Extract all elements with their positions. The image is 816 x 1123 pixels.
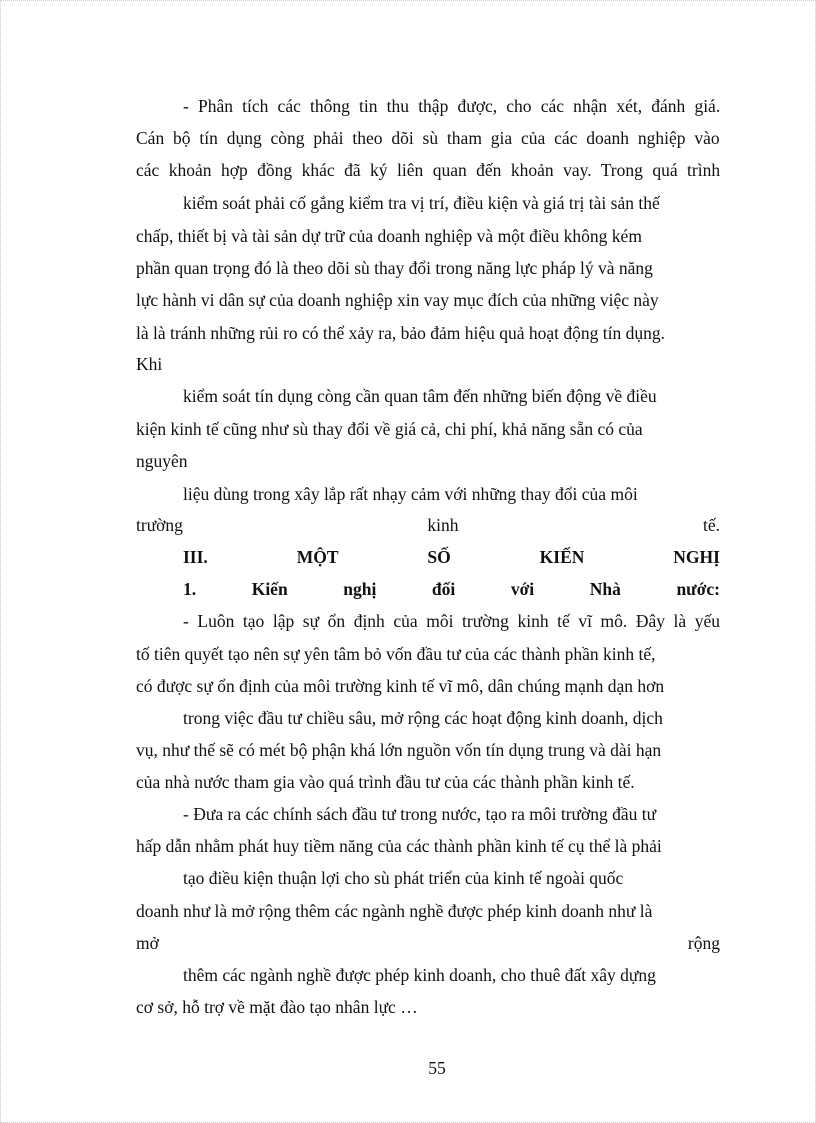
text-line: chấp, thiết bị và tài sản dự trữ của doanh nghiệp và một điều không kém bbox=[136, 226, 642, 246]
section-heading: III. MỘT SỐ KIẾN NGHỊ bbox=[183, 547, 720, 567]
text-line: - Luôn tạo lập sự ổn định của môi trường kinh tế vĩ mô. Đây là yếu bbox=[183, 611, 721, 631]
text-line: tố tiên quyết tạo nên sự yên tâm bỏ vốn đầu tư của các thành phần kinh tế, bbox=[136, 644, 656, 664]
text-line: mở rộng bbox=[136, 933, 720, 953]
text-line: là là tránh những rủi ro có thể xảy ra, bảo đảm hiệu quả hoạt động tín dụng. bbox=[136, 323, 665, 343]
subsection-heading: 1. Kiến nghị đối với Nhà nước: bbox=[183, 579, 720, 599]
text-line: tạo điều kiện thuận lợi cho sù phát triển của kinh tế ngoài quốc bbox=[183, 868, 624, 888]
text-line: Cán bộ tín dụng còng phải theo dõi sù tham gia của các doanh nghiệp vào bbox=[136, 128, 720, 148]
text-line: Khi bbox=[136, 354, 163, 374]
text-line: doanh như là mở rộng thêm các ngành nghề được phép kinh doanh như là bbox=[136, 901, 653, 921]
text-line: trường kinh tế. bbox=[136, 515, 720, 535]
text-line: - Đưa ra các chính sách đầu tư trong nước, tạo ra môi trường đầu tư bbox=[183, 804, 657, 824]
text-line: các khoản hợp đồng khác đã ký liên quan đến khoản vay. Trong quá trình bbox=[136, 160, 721, 180]
text-line: vụ, như thế sẽ có mét bộ phận khá lớn nguồn vốn tín dụng trung và dài hạn bbox=[136, 740, 662, 760]
text-line: có được sự ổn định của môi trường kinh tế vĩ mô, dân chúng mạnh dạn hơn bbox=[136, 676, 665, 696]
text-line: thêm các ngành nghề được phép kinh doanh, cho thuê đất xây dựng bbox=[183, 965, 656, 985]
text-line: liệu dùng trong xây lắp rất nhạy cảm với những thay đổi của môi bbox=[183, 484, 638, 504]
text-line: kiểm soát tín dụng còng cần quan tâm đến những biến động về điều bbox=[183, 386, 657, 406]
text-line: phần quan trọng đó là theo dõi sù thay đổi trong năng lực pháp lý và năng bbox=[136, 258, 653, 278]
text-line: kiện kinh tế cũng như sù thay đổi về giá cả, chi phí, khả năng sẵn có của bbox=[136, 419, 643, 439]
text-line: cơ sở, hỗ trợ về mặt đào tạo nhân lực … bbox=[136, 997, 418, 1017]
text-line: - Phân tích các thông tin thu thập được, cho các nhận xét, đánh giá. bbox=[183, 96, 721, 116]
text-line: trong việc đầu tư chiều sâu, mở rộng các hoạt động kinh doanh, dịch bbox=[183, 708, 663, 728]
text-line: kiểm soát phải cố gắng kiểm tra vị trí, điều kiện và giá trị tài sản thế bbox=[183, 193, 660, 213]
text-line: lực hành vi dân sự của doanh nghiệp xin vay mục đích của những việc này bbox=[136, 290, 659, 310]
text-line: của nhà nước tham gia vào quá trình đầu tư của các thành phần kinh tế. bbox=[136, 772, 635, 792]
text-line: hấp dẫn nhằm phát huy tiềm năng của các thành phần kinh tế cụ thể là phải bbox=[136, 836, 662, 856]
page-number: 55 bbox=[428, 1058, 446, 1078]
text-line: nguyên bbox=[136, 451, 188, 471]
